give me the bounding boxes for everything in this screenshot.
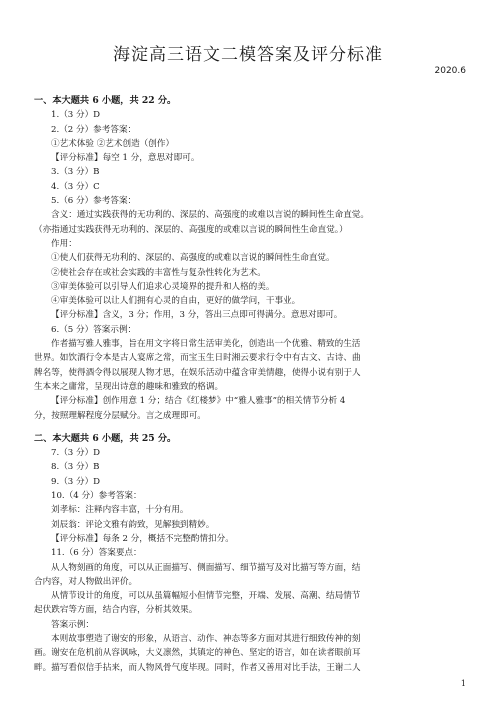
document-body — [34, 94, 472, 675]
section-gap — [34, 423, 472, 432]
text-line: 【评分标准】创作用意 1 分；结合《红楼梦》中“雅人雅事”的相关情节分析 4 — [51, 396, 346, 407]
text-line: ④审美体验可以让人们拥有心灵的自由，更好的做学问，干事业。 — [51, 296, 301, 307]
text-line: 11.（6 分）答案要点： — [51, 548, 142, 559]
section-heading: 二、本大题共 6 小题，共 25 分。 — [34, 432, 177, 444]
text-line: 本则故事塑造了谢安的形象，从语言、动作、神态等多方面对其进行细致传神的刻 — [51, 633, 361, 644]
text-line: 生本来之庸常，呈现出诗意的趣味和雅致的格调。 — [34, 381, 224, 392]
text-line: 8.（3 分）B — [51, 462, 100, 473]
text-line: 5.（6 分）参考答案： — [51, 196, 137, 207]
document-date: 2020.6 — [434, 66, 466, 76]
text-line: 1.（3 分）D — [51, 110, 101, 121]
text-line: 畔。描写看似信手拈来，而人物风骨气度毕现。同时，作者又善用对比手法，王谢二人 — [34, 662, 361, 673]
text-line: 从情节设计的角度，可以从虽篇幅短小但情节完整，开端、发展、高潮、结局情节 — [51, 591, 361, 602]
page-number: 1 — [460, 679, 466, 688]
text-line: 3.（3 分）B — [51, 167, 100, 178]
text-line: 刘孝标：注释内容丰富，十分有用。 — [51, 505, 189, 516]
text-line: 合内容，对人物做出评价。 — [34, 576, 138, 587]
text-line: ③审美体验可以引导人们追求心灵境界的提升和人格的美。 — [51, 281, 275, 292]
text-line: 【评分标准】每空 1 分，意思对即可。 — [51, 153, 200, 164]
section-heading: 一、本大题共 6 小题，共 22 分。 — [34, 95, 177, 106]
text-line: 【评分标准】每条 2 分，概括不完整酌情扣分。 — [51, 533, 234, 544]
text-line: 从人物刻画的角度，可以从正面描写、侧面描写、细节描写及对比描写等方面，结 — [51, 562, 361, 573]
text-line: 含义：通过实践获得的无功利的、深层的、高强度的或难以言说的瞬间性生命直觉。 — [51, 210, 369, 221]
text-line: 答案示例： — [51, 619, 94, 630]
document-title: 海淀高三语文二模答案及评分标准 — [113, 45, 383, 65]
text-line: 刘辰翁：评论文雅有韵致，见解独到精妙。 — [51, 519, 215, 530]
text-line: 4.（3 分）C — [51, 181, 100, 192]
text-line: 画。谢安在危机前从容讽咏，大义凛然，其镇定的神色、坚定的语言，如在读者眼前耳 — [34, 648, 361, 659]
text-line: 作者描写雅人雅事，旨在用文字将日常生活审美化，创造出一个优雅、精致的生活 — [51, 339, 361, 350]
text-line: 作用： — [51, 238, 77, 249]
text-line: 7.（3 分）D — [51, 448, 101, 459]
text-line: （亦指通过实践获得无功利的、深层的、高强度的或难以言说的瞬间性生命直觉。） — [34, 224, 348, 235]
text-line: 世界。如饮酒行令本是古人宴席之常，而宝玉生日时湘云要求行令中有古文、古诗、曲 — [34, 353, 361, 364]
text-line: 10.（4 分）参考答案： — [51, 491, 142, 502]
text-line: 9.（3 分）D — [51, 476, 101, 487]
text-line: 【评分标准】含义，3 分；作用，3 分，答出三点即可得满分。意思对即可。 — [51, 310, 343, 321]
text-line: ①艺术体验 ②艺术创造（创作） — [51, 138, 175, 149]
text-line: ①使人们获得无功利的、深层的、高强度的或难以言说的瞬间性生命直觉。 — [51, 253, 335, 264]
text-line: 牌名等，使得酒令得以展现人物才思，在娱乐活动中蕴含审美情趣，使得小说有别于人 — [34, 367, 361, 378]
text-line: 6.（5 分）答案示例： — [51, 324, 137, 335]
text-line: 2.（2 分）参考答案： — [51, 124, 137, 135]
text-line: 起伏跌宕等方面，结合内容，分析其效果。 — [34, 605, 198, 616]
text-line: 分，按照理解程度分层赋分。言之成理即可。 — [34, 410, 206, 421]
text-line: ②使社会存在或社会实践的丰富性与复杂性转化为艺术。 — [51, 267, 266, 278]
